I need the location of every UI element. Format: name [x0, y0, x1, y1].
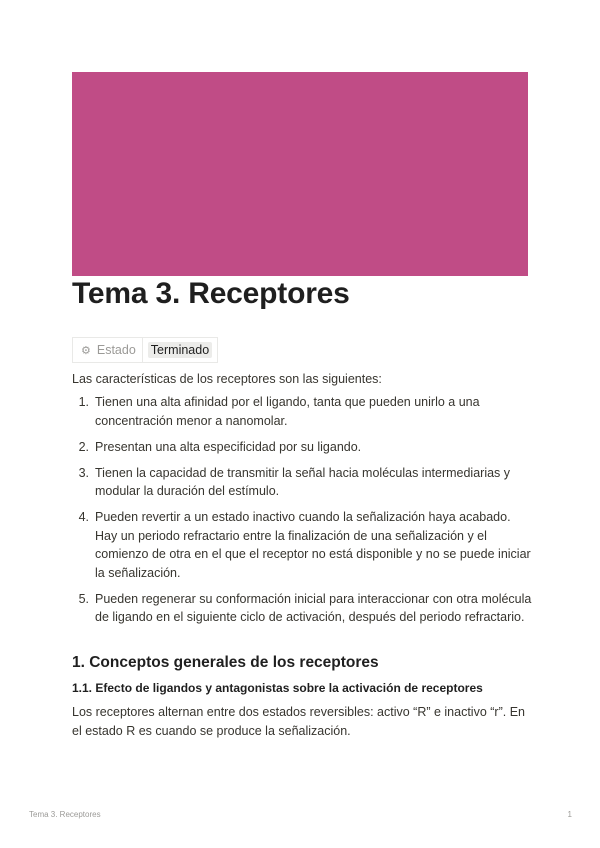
- property-row: [72, 337, 218, 363]
- list-number: 1.: [78, 395, 89, 409]
- footer-page-number: 1: [567, 810, 572, 819]
- list-item: [72, 464, 532, 501]
- property-value[interactable]: [143, 338, 217, 362]
- property-name: [73, 338, 143, 362]
- list-item: [72, 438, 532, 457]
- list-number: 3.: [78, 465, 89, 480]
- list-item: [72, 590, 532, 627]
- section-paragraph: Los receptores alternan entre dos estados reversibles: activo “R” e inactivo “r”. En el estado R es cuando se produce la señalización.: [72, 705, 525, 738]
- intro-paragraph: Las características de los receptores son las siguientes:: [72, 372, 382, 386]
- cover-image: [72, 72, 528, 276]
- gear-icon: ⚙: [81, 344, 91, 357]
- numbered-list: [72, 393, 532, 634]
- list-number: 4.: [78, 510, 89, 524]
- status-badge: Terminado: [148, 342, 212, 358]
- list-text: Pueden regenerar su conformación inicial para interaccionar con otra molécula de ligando en el siguiente ciclo de activación, después del periodo refractario.: [95, 591, 532, 624]
- property-label: Estado: [96, 343, 136, 357]
- list-text: Tienen la capacidad de transmitir la señal hacia moléculas intermediarias y modular la duración del estímulo.: [95, 465, 511, 498]
- list-item: [72, 393, 532, 430]
- list-text: Presentan una alta especificidad por su ligando.: [95, 439, 362, 454]
- footer-title: Tema 3. Receptores: [29, 810, 101, 819]
- list-text: Tienen una alta afinidad por el ligando, tanta que pueden unirlo a una concentración menor a nanomolar.: [95, 395, 480, 428]
- list-number: 2.: [78, 439, 89, 454]
- page-title: Tema 3. Receptores: [72, 277, 350, 310]
- list-number: 5.: [78, 591, 89, 606]
- section-heading: 1. Conceptos generales de los receptores: [72, 654, 379, 671]
- list-text: Pueden revertir a un estado inactivo cuando la señalización haya acabado. Hay un periodo refractario entre la finalización de una señalización y el comienzo de otra en el que el receptor no está disponible y no se puede iniciar la señalización.: [95, 510, 531, 580]
- subsection-heading: 1.1. Efecto de ligandos y antagonistas sobre la activación de receptores: [72, 681, 483, 695]
- list-item: [72, 508, 532, 582]
